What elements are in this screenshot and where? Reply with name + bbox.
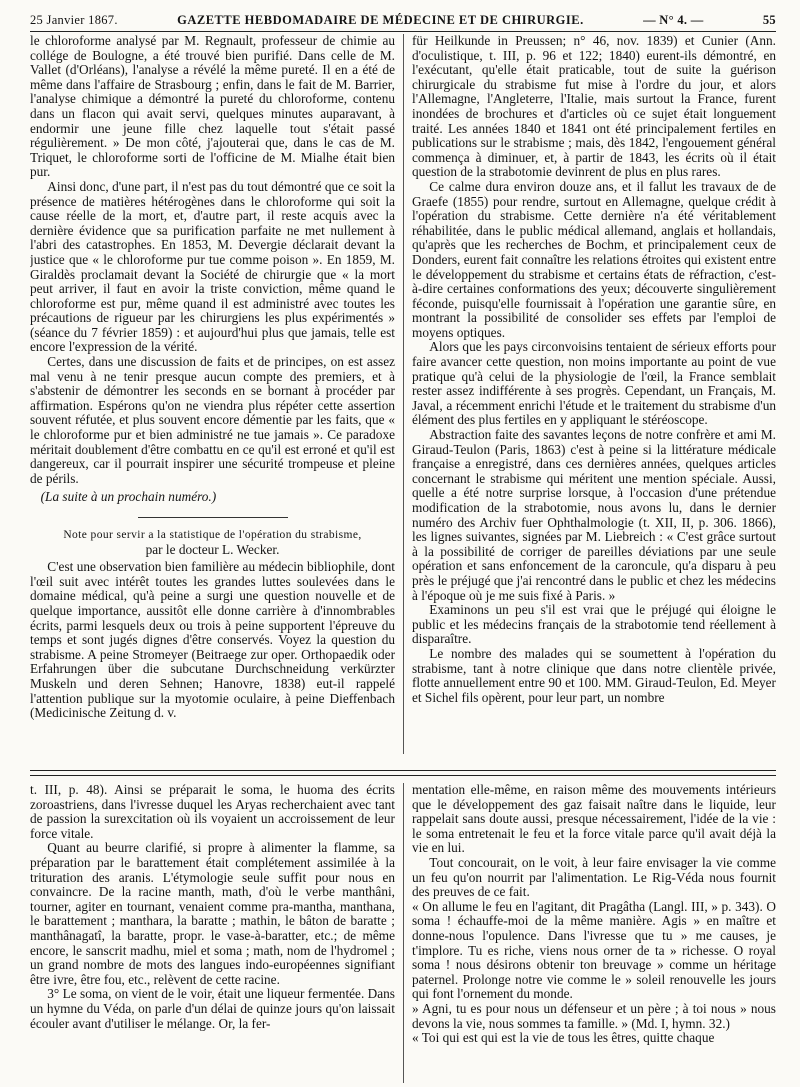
journal-title: GAZETTE HEBDOMADAIRE DE MÉDECINE ET DE CHIRURGIE.: [177, 13, 584, 27]
feuilleton-section: [30, 783, 776, 1083]
paragraph: Le nombre des malades qui se soumettent à l'opération du strabisme, tant à notre clinique que dans notre clientèle privée, flotte annuellement entre 90 et 100. MM. Giraud-Teulon, Ed. Meyer et Sichel fils opèrent, pour leur part, un nombre: [412, 645, 776, 705]
running-header: [30, 4, 776, 32]
paragraph: Quant au beurre clarifié, si propre à alimenter la flamme, sa préparation par le barattement était complétement assimilée à la trituration des aranis. L'étymologie seule suffit pour nous en convaincre. De la racine manth, math, d'où le verbe manthâni, tourner, agiter en tournant, venaient comme pra-mantha, manthana, le barattement ; manthara, la baratte ; mathin, le bâton de baratte ; manthânagatî, la baratte, propr. le vase-à-baratter, etc.; de même encore, le sanscrit madhu, miel et soma ; math, nom de l'hydromel ; un grand nombre de mots des langues indo-européennes signifiant être ivre, être fou, etc., relèvent de cette racine.: [30, 840, 395, 987]
separator-rule: [138, 517, 288, 518]
paragraph: Abstraction faite des savantes leçons de notre confrère et ami M. Giraud-Teulon (Paris, 1863) c'est à peine si la littérature médicale française a enregistré, dans ces dernières années, quelques articles concernant le strabisme qui méritent une mention spéciale. Aussi, quelle a été notre surprise lorsque, à l'occasion d'une prétendue modification de la strabotomie, nous avons lu, dans le dernier numéro des Archiv fuer Ophthalmologie (t. XII, II, p. 306. 1866), les lignes suivantes, signées par M. Liebreich : « C'est grâce surtout à la possibilité de corriger de pareilles déviations par une seule opération et sans enfoncement de la caroncule, qu'a disparu à peu près le préjugé que j'ai rencontré dans le public et chez les médecins à l'époque où je me suis fixé à Paris. »: [412, 427, 776, 603]
paragraph: Certes, dans une discussion de faits et de principes, on est assez mal venu à ne tenir presque aucun compte des premiers, et à s'abstenir de démontrer les seconds en se bornant à procéder par affirmation. Espérons qu'on ne viendra plus répéter cette assertion souvent réfutée, et plus souvent encore démentie par les faits, que « le chloroforme pur et bien administré ne tue jamais ». Ce paradoxe méritait doublement d'être combattu en ce qu'il est erroné et qu'il est dangereux, car il pourrait inspirer une sécurité trompeuse et pleine de périls.: [30, 354, 395, 486]
bottom-left-column: [30, 783, 403, 1083]
continuation-note: (La suite à un prochain numéro.): [40, 489, 217, 505]
paragraph: Examinons un peu s'il est vrai que le préjugé qui éloigne le public et les médecins français de la strabotomie tend réellement à disparaître.: [412, 602, 776, 647]
paragraph: mentation elle-même, en raison même des mouvements intérieurs que le développement des gaz faisait naître dans le liquide, leur rappelait sans doute aussi, presque nécessairement, l'idée de la vie : le soma entretenait le feu et la force vitale parce qu'il avait déjà la vie en lui.: [412, 783, 776, 856]
feuilleton-divider: [30, 770, 776, 776]
paragraph: le chloroforme analysé par M. Regnault, professeur de chimie au collége de Boulogne, a été trouvé bien purifié. Dans celle de M. Vallet (d'Orléans), l'analyse a révélé la même pureté. Il en a été de même dans l'affaire de Strasbourg ; enfin, dans le fait de M. Barrier, l'analyse chimique a démontré la pureté du chloroforme, contenu dans un flacon qui avait servi, quelques minutes auparavant, à endormir une jeune fille chez laquelle tout s'était passé régulièrement. » De mon côté, j'ajouterai que, dans le cas de M. Triquet, le chloroforme sorti de l'officine de M. Mialhe était bien pur.: [30, 34, 395, 180]
quote-line: « On allume le feu en l'agitant, dit Pragâtha (Langl. III, » p. 343). O soma ! échauffe-moi de la même manière. Agis » en maître et donne-nous l'opulence. Dans l'ivresse que tu » me causes, je t'implore. Tu es riche, viens nous orner de ta » richesse. O royal soma ! nous désirons obtenir ton breuvage » comme un héritage paternel. Prolonge notre vie comme le » soleil renouvelle les jours qui font l'ornement du monde.: [412, 898, 776, 1002]
issue-number: — N° 4. —: [643, 13, 704, 27]
page-number: 55: [762, 13, 776, 27]
top-right-column: [403, 34, 776, 754]
top-section: [30, 34, 776, 754]
paragraph: Ainsi donc, d'une part, il n'est pas du tout démontré que ce soit la présence de matières hétérogènes dans le chloroforme qui soit la cause réelle de la mort, et, d'autre part, il reste acquis avec la dernière évidence que sa purification parfaite ne met nullement à l'abri des catastrophes. En 1853, M. Devergie déclarait devant la justice que « le chloroforme pur tue comme poison ». En 1859, M. Giraldès proclamait devant la Société de chirurgie que « la mort peut arriver, il faut en avoir la triste conviction, même quand le chloroforme est pur, même quand il est administré avec toutes les précautions de rigueur par les chirurgiens les plus expérimentés » (séance du 7 février 1859) : et aujourd'hui plus que jamais, telle est encore l'expression de la vérité.: [30, 178, 395, 355]
article-author: par le docteur L. Wecker.: [145, 541, 280, 557]
paragraph: Ce calme dura environ douze ans, et il fallut les travaux de de Graefe (1855) pour rendre, surtout en Allemagne, quelque crédit à l'opération du strabisme. Cette dernière n'a été véritablement réhabilitée, dans le public médical allemand, anglais et hollandais, qu'après que les recherches de Bochm, et principalement ceux de Donders, eurent fait connaître les relations étroites qui existent entre le développement du strabisme et certains états de réfraction, c'est-à-dire certaines conformations des yeux; découverte singulièrement féconde, puisqu'elle fournissait à l'opération une garantie sûre, en montrant la possibilité de consolider ses effets par l'emploi de moyens optiques.: [412, 178, 776, 340]
paragraph: t. III, p. 48). Ainsi se préparait le soma, le huoma des écrits zoroastriens, dans l'ivresse duquel les Aryas recherchaient avec tant de passion la surexcitation où ils voyaient un accroissement de leur force vitale.: [30, 783, 395, 841]
paragraph: für Heilkunde in Preussen; n° 46, nov. 1839) et Cunier (Ann. d'oculistique, t. III, p. 96 et 122; 1840) eurent-ils démontré, en l'exécutant, qu'elle était praticable, tout de suite la guérison chirurgicale du strabisme fut mise à l'ordre du jour, et alors l'Allemagne, l'Angleterre, l'Italie, mais surtout la France, furent inondées de brochures et d'articles où ce sujet était longuement traité. Les années 1840 et 1841 ont été principalement fertiles en publications sur le strabisme ; mais, dès 1842, l'engouement général commença à diminuer, et, à partir de 1843, les écrits où il était question de la strabotomie devinrent de plus en plus rares.: [412, 34, 776, 180]
paragraph: C'est une observation bien familière au médecin bibliophile, dont l'œil suit avec intérêt toutes les grandes luttes soulevées dans le domaine médical, qu'à peine a surgi une question nouvelle et de quelque importance, aussitôt elle donne carrière à d'innombrables écrits, parmi lesquels deux ou trois à peine supportent l'épreuve du temps et sont jugés dignes d'être conservés. Voyez la question du strabisme. A peine Stromeyer (Beitraege zur oper. Orthopaedik oder Erfahrungen über die subcutane Durchschneidung verkürzter Muskeln und deren Sehnen; Hanovre, 1838) eut-il rappelé l'attention publique sur la myotomie oculaire, à peine Dieffenbach (Medicinische Zeitung d. v.: [30, 559, 395, 721]
header-date: 25 Janvier 1867.: [30, 13, 118, 27]
article-title: Note pour servir a la statistique de l'opération du strabisme,: [63, 529, 362, 541]
top-left-column: [30, 34, 403, 754]
quotation-block: [412, 900, 776, 1046]
bottom-right-column: [403, 783, 776, 1083]
quote-line: « Toi qui est qui est la vie de tous les êtres, quitte chaque: [412, 1030, 715, 1046]
paragraph: 3° Le soma, on vient de le voir, était une liqueur fermentée. Dans un hymne du Véda, on parle d'un délai de quinze jours qu'on laissait écouler avant d'utiliser le mélange. Or, la fer-: [30, 986, 395, 1031]
quote-line: » Agni, tu es pour nous un défenseur et un père ; à toi nous » nous devons la vie, nous sommes ta famille. » (Md. I, hymn. 32.): [412, 1000, 776, 1031]
paragraph: Tout concourait, on le voit, à leur faire envisager la vie comme un feu qu'on nourrit par l'alimentation. Le Rig-Véda nous fournit des preuves de ce fait.: [412, 854, 776, 900]
paragraph: Alors que les pays circonvoisins tentaient de sérieux efforts pour faire avancer cette question, non moins importante au point de vue pratique qu'à celui de la physiologie de l'œil, la France semblait rester assez indifférente à ses progrès. Cependant, un Français, M. Javal, a récemment enrichi l'étude et le traitement du strabisme d'un élément des plus fertiles en y appliquant le stéréoscope.: [412, 339, 776, 428]
